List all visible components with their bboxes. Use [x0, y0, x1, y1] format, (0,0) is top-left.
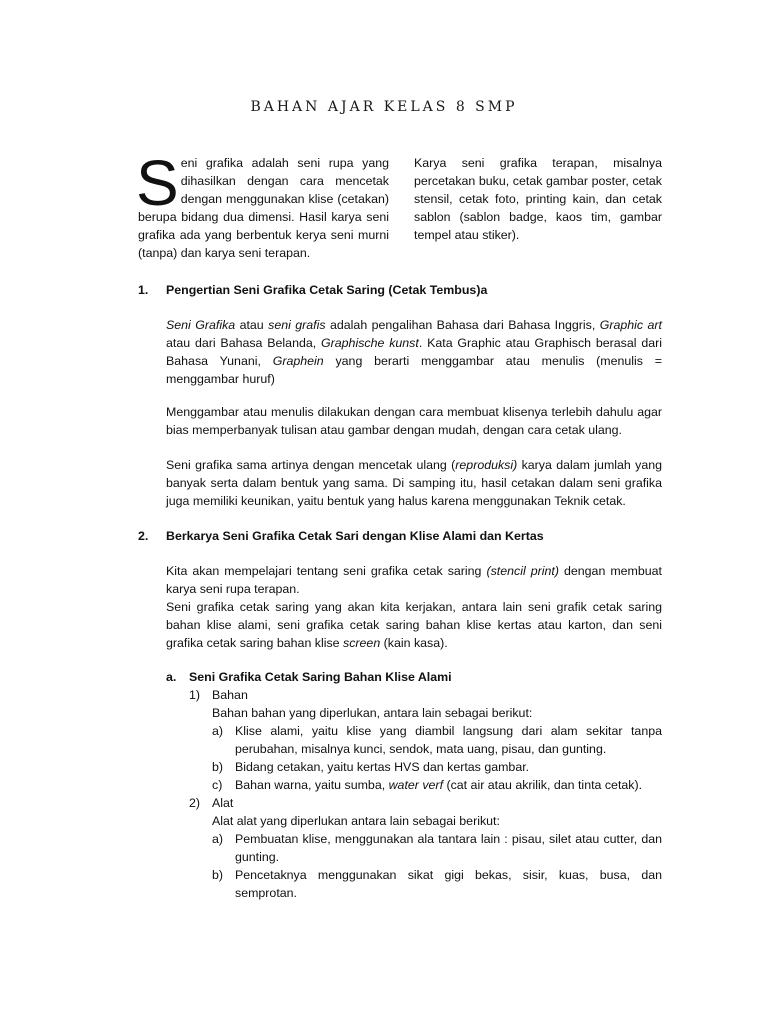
section-1-number: 1.: [138, 283, 149, 297]
alat-item-b-marker: b): [212, 868, 224, 882]
section-1-paragraph-2: Menggambar atau menulis dilakukan dengan cara membuat klisenya terlebih dahulu agar bias memperbanyak tulisan atau gambar dengan mudah, dengan cara cetak ulang.: [166, 405, 662, 437]
bahan-item-b-text: Bidang cetakan, yaitu kertas HVS dan kertas gambar.: [235, 760, 530, 774]
bahan-marker: 1): [189, 688, 201, 702]
intro-left-column: [136, 147, 389, 262]
bahan-title: Bahan: [212, 688, 248, 702]
alat-item-b-text: Pencetaknya menggunakan sikat gigi bekas, sisir, kuas, busa, dan semprotan.: [235, 868, 662, 900]
section-1-title: Pengertian Seni Grafika Cetak Saring (Cetak Tembus)a: [166, 283, 488, 297]
bahan-item-a-text: Klise alami, yaitu klise yang diambil langsung dari alam sekitar tanpa perubahan, misalnya kunci, sendok, mata uang, pisau, dan gunting.: [235, 724, 662, 756]
intro-right-column: Karya seni grafika terapan, misalnya percetakan buku, cetak gambar poster, cetak stensil, cetak foto, printing kain, dan cetak sablon (sablon badge, kaos tim, gambar tempel atau stiker).: [414, 156, 662, 242]
subsection-a-title: Seni Grafika Cetak Saring Bahan Klise Alami: [189, 670, 452, 684]
drop-cap: S: [136, 147, 179, 219]
section-2-number: 2.: [138, 529, 149, 543]
bahan-item-b-marker: b): [212, 760, 224, 774]
subsection-a-marker: a.: [166, 670, 177, 684]
bahan-item-a-marker: a): [212, 724, 224, 738]
section-1-paragraph-1: Seni Grafika atau seni grafis adalah pengalihan Bahasa dari Bahasa Inggris, Graphic art atau dari Bahasa Belanda, Graphische kunst. Kata Graphic atau Graphisch berasal dari Bahasa Yunani, Graphein yang berarti menggambar atau menulis (menulis = menggambar huruf): [166, 318, 662, 386]
bahan-item-c-text: Bahan warna, yaitu sumba, water verf (cat air atau akrilik, dan tinta cetak).: [235, 778, 643, 792]
alat-item-a-marker: a): [212, 832, 224, 846]
alat-title: Alat: [212, 796, 234, 810]
section-2-paragraph-1: Kita akan mempelajari tentang seni grafika cetak saring (stencil print) dengan membuat karya seni rupa terapan.: [166, 564, 662, 596]
bahan-intro: Bahan bahan yang diperlukan, antara lain sebagai berikut:: [212, 706, 533, 720]
alat-item-a-text: Pembuatan klise, menggunakan ala tantara lain : pisau, silet atau cutter, dan gunting.: [235, 832, 662, 864]
intro-left-text: eni grafika adalah seni rupa yang dihasilkan dengan cara mencetak dengan menggunakan klise (cetakan) berupa bidang dua dimensi. Hasil karya seni grafika ada yang berbentuk kerya seni murni (tanpa) dan karya seni terapan.: [138, 156, 389, 260]
section-2-title: Berkarya Seni Grafika Cetak Sari dengan Klise Alami dan Kertas: [166, 529, 544, 543]
page-header-title: BAHAN AJAR KELAS 8 SMP: [250, 99, 518, 115]
bahan-item-c-marker: c): [212, 778, 223, 792]
section-1-paragraph-3: Seni grafika sama artinya dengan mencetak ulang (reproduksi) karya dalam jumlah yang banyak serta dalam bentuk yang sama. Di samping itu, hasil cetakan dalam seni grafika juga memiliki keunikan, yaitu bentuk yang halus karena menggunakan Teknik cetak.: [166, 458, 662, 508]
alat-intro: Alat alat yang diperlukan antara lain sebagai berikut:: [212, 814, 500, 828]
section-2-paragraph-2: Seni grafika cetak saring yang akan kita kerjakan, antara lain seni grafik cetak saring bahan klise alami, seni grafika cetak saring bahan klise kertas atau karton, dan seni grafika cetak saring bahan klise screen (kain kasa).: [166, 600, 662, 650]
alat-marker: 2): [189, 796, 201, 810]
